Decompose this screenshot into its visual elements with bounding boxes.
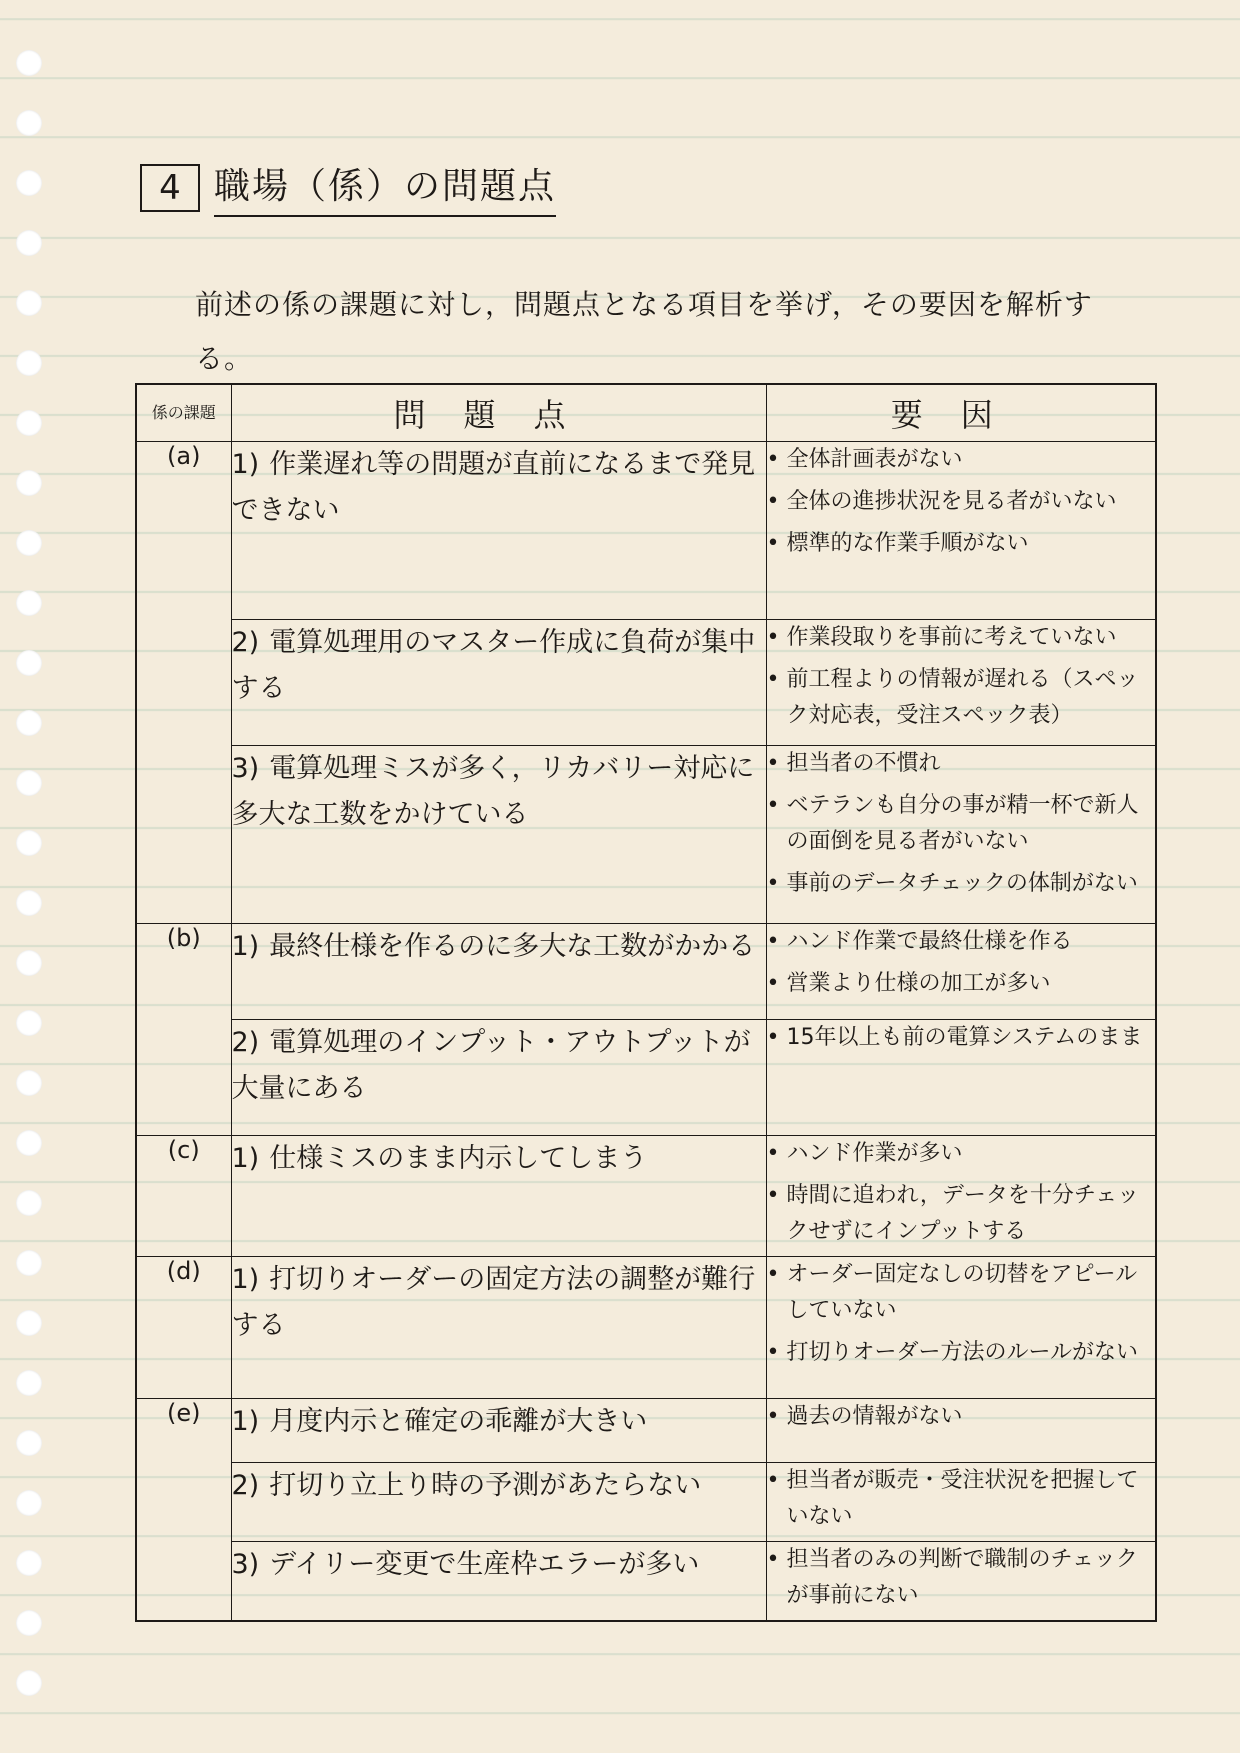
section-heading (140, 158, 556, 217)
cause-item: • ハンド作業で最終仕様を作る (767, 924, 1156, 960)
table-row (136, 442, 1156, 620)
section-title: 職場（係）の問題点 (214, 158, 556, 217)
binder-hole (16, 410, 42, 436)
binder-hole (16, 1670, 42, 1696)
cause-item: • 全体計画表がない (767, 442, 1156, 478)
binder-hole (16, 1190, 42, 1216)
cause-list (767, 1542, 1156, 1614)
table-row (136, 1257, 1156, 1399)
problem-cell (231, 1399, 766, 1463)
problem-number: 1) (231, 1264, 260, 1295)
cause-item: • 事前のデータチェックの体制がない (767, 866, 1156, 902)
binder-hole (16, 530, 42, 556)
cause-item: • 営業より仕様の加工が多い (767, 966, 1156, 1002)
cause-list (767, 1020, 1156, 1056)
problem-cell (231, 1136, 766, 1257)
cause-item: • 時間に追われ，データを十分チェックせずにインプットする (767, 1178, 1156, 1250)
cause-cell (766, 442, 1156, 620)
table-row (136, 746, 1156, 924)
cause-item: • 打切りオーダー方法のルールがない (767, 1335, 1156, 1371)
problem-text: デイリー変更で生産枠エラーが多い (269, 1549, 700, 1580)
problem-text: 打切りオーダーの固定方法の調整が難行する (231, 1264, 756, 1341)
cause-item: • 過去の情報がない (767, 1399, 1156, 1435)
binder-holes (0, 20, 60, 1740)
binder-hole (16, 1490, 42, 1516)
binder-hole (16, 770, 42, 796)
cause-list (767, 442, 1156, 562)
cause-item: • ハンド作業が多い (767, 1136, 1156, 1172)
cause-item: • 担当者が販売・受注状況を把握していない (767, 1463, 1156, 1535)
problem-number: 3) (231, 753, 260, 784)
table-row (136, 1542, 1156, 1622)
problem-text: 最終仕様を作るのに多大な工数がかかる (269, 931, 756, 962)
binder-hole (16, 1550, 42, 1576)
table-row (136, 1399, 1156, 1463)
binder-hole (16, 50, 42, 76)
table-row (136, 1136, 1156, 1257)
binder-hole (16, 950, 42, 976)
section-number-box: 4 (140, 164, 200, 212)
problem-number: 1) (231, 931, 260, 962)
problem-text: 仕様ミスのまま内示してしまう (269, 1143, 648, 1174)
category-label: (b) (136, 924, 231, 1136)
problem-text: 電算処理ミスが多く，リカバリー対応に多大な工数をかけている (231, 753, 755, 830)
problem-text: 月度内示と確定の乖離が大きい (269, 1406, 648, 1437)
binder-hole (16, 350, 42, 376)
cause-item: • 15年以上も前の電算システムのまま (767, 1020, 1156, 1056)
problem-text: 作業遅れ等の問題が直前になるまで発見できない (231, 449, 756, 526)
cause-cell (766, 1463, 1156, 1542)
problem-number: 2) (231, 627, 260, 658)
binder-hole (16, 1370, 42, 1396)
problem-text: 電算処理のインプット・アウトプットが大量にある (231, 1027, 751, 1104)
category-label: (d) (136, 1257, 231, 1399)
problem-number: 2) (231, 1470, 260, 1501)
problem-text: 電算処理用のマスター作成に負荷が集中する (231, 627, 756, 704)
binder-hole (16, 1010, 42, 1036)
binder-hole (16, 470, 42, 496)
cause-item: • 担当者の不慣れ (767, 746, 1156, 782)
problem-cell (231, 1257, 766, 1399)
problem-cell (231, 924, 766, 1020)
cause-list (767, 1136, 1156, 1250)
category-label: (e) (136, 1399, 231, 1622)
cause-list (767, 1257, 1156, 1371)
header-problem: 問題点 (231, 384, 766, 442)
binder-hole (16, 710, 42, 736)
cause-list (767, 620, 1156, 734)
table-row (136, 620, 1156, 746)
binder-hole (16, 1610, 42, 1636)
problem-number: 1) (231, 1406, 260, 1437)
problem-number: 3) (231, 1549, 260, 1580)
binder-hole (16, 1070, 42, 1096)
binder-hole (16, 290, 42, 316)
table-row (136, 1020, 1156, 1136)
problem-text: 打切り立上り時の予測があたらない (269, 1470, 702, 1501)
cause-item: • 前工程よりの情報が遅れる（スペック対応表，受注スペック表） (767, 662, 1156, 734)
table-row (136, 924, 1156, 1020)
problem-cell (231, 442, 766, 620)
cause-cell (766, 1399, 1156, 1463)
problem-cell (231, 1542, 766, 1622)
cause-item: • 全体の進捗状況を見る者がいない (767, 484, 1156, 520)
cause-list (767, 924, 1156, 1002)
header-category: 係の課題 (136, 384, 231, 442)
problem-cell (231, 620, 766, 746)
cause-list (767, 746, 1156, 902)
cause-list (767, 1463, 1156, 1535)
problem-cell (231, 1020, 766, 1136)
binder-hole (16, 650, 42, 676)
problem-number: 1) (231, 1143, 260, 1174)
binder-hole (16, 1430, 42, 1456)
binder-hole (16, 830, 42, 856)
binder-hole (16, 1250, 42, 1276)
cause-cell (766, 1136, 1156, 1257)
cause-list (767, 1399, 1156, 1435)
category-label: (a) (136, 442, 231, 924)
problem-cell (231, 746, 766, 924)
table-header-row (136, 384, 1156, 442)
binder-hole (16, 1130, 42, 1156)
cause-item: • オーダー固定なしの切替をアピールしていない (767, 1257, 1156, 1329)
cause-cell (766, 746, 1156, 924)
problem-number: 1) (231, 449, 260, 480)
intro-paragraph: 前述の係の課題に対し，問題点となる項目を挙げ，その要因を解析する。 (195, 288, 1093, 375)
binder-hole (16, 890, 42, 916)
binder-hole (16, 170, 42, 196)
category-label: (c) (136, 1136, 231, 1257)
cause-item: • ベテランも自分の事が精一杯で新人の面倒を見る者がいない (767, 788, 1156, 860)
binder-hole (16, 1310, 42, 1336)
binder-hole (16, 230, 42, 256)
cause-item: • 作業段取りを事前に考えていない (767, 620, 1156, 656)
cause-cell (766, 1020, 1156, 1136)
cause-cell (766, 620, 1156, 746)
problem-number: 2) (231, 1027, 260, 1058)
problems-table (135, 383, 1157, 1622)
binder-hole (16, 590, 42, 616)
cause-cell (766, 1257, 1156, 1399)
problem-cell (231, 1463, 766, 1542)
cause-cell (766, 1542, 1156, 1622)
header-cause: 要因 (766, 384, 1156, 442)
table-row (136, 1463, 1156, 1542)
cause-cell (766, 924, 1156, 1020)
cause-item: • 担当者のみの判断で職制のチェックが事前にない (767, 1542, 1156, 1614)
cause-item: • 標準的な作業手順がない (767, 526, 1156, 562)
binder-hole (16, 110, 42, 136)
